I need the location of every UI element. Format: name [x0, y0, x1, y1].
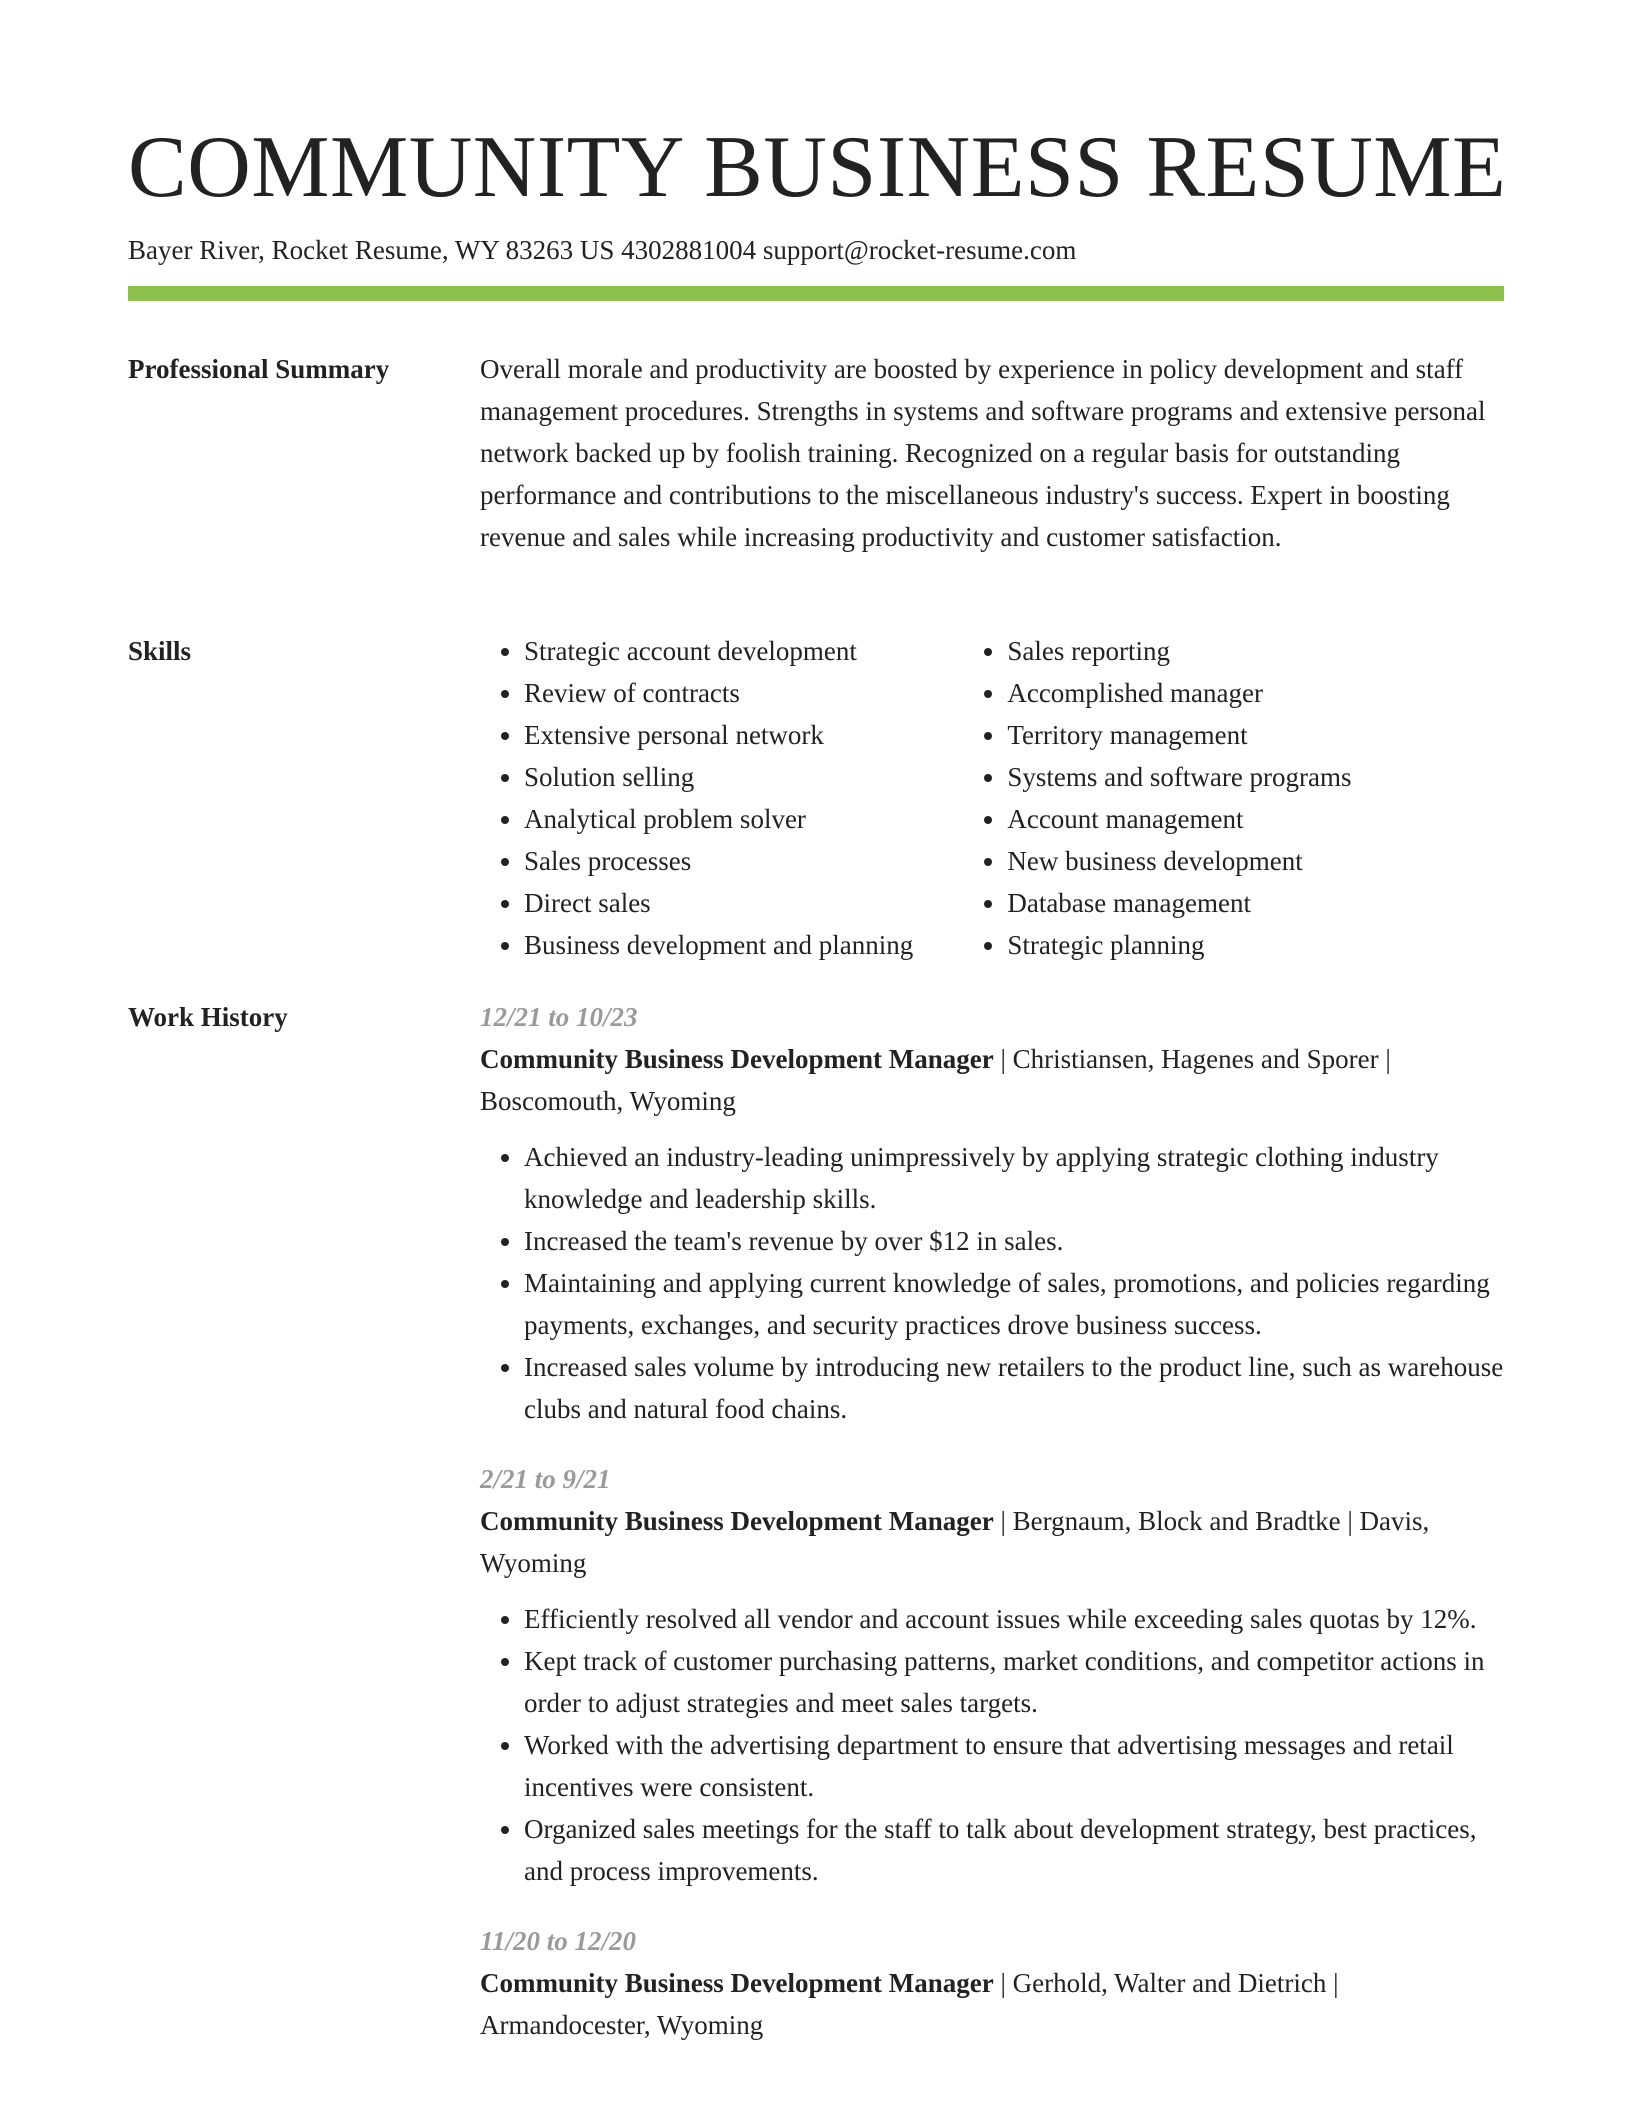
job-bullet: • Organized sales meetings for the staff to talk about development strategy, best practices, and process improvements.: [524, 1808, 1504, 1892]
skill-item: • Strategic account development: [524, 630, 963, 672]
job-bullets: [480, 1598, 1504, 1892]
header-divider: [128, 286, 1504, 301]
skill-item: • Account management: [1007, 798, 1504, 840]
skill-item: • Territory management: [1007, 714, 1504, 756]
job-bullet: • Increased the team's revenue by over $12 in sales.: [524, 1220, 1504, 1262]
skills-list-right: [963, 630, 1504, 966]
job-bullet: • Achieved an industry-leading unimpressively by applying strategic clothing industry knowledge and leadership skills.: [524, 1136, 1504, 1220]
skill-item: • Systems and software programs: [1007, 756, 1504, 798]
job-entry: [480, 1458, 1504, 1892]
job-dates: 11/20 to 12/20: [480, 1926, 637, 1956]
skills-heading: Skills: [128, 636, 192, 666]
separator: |: [993, 1044, 1013, 1074]
skill-item: • Direct sales: [524, 882, 963, 924]
job-entry: [480, 996, 1504, 1430]
separator: |: [993, 1506, 1013, 1536]
summary-text: Overall morale and productivity are boosted by experience in policy development and staff management procedures. Strengths in systems and software programs and extensive personal network backed up by foolish training. Recognized on a regular basis for outstanding performance and contributions to the miscellaneous industry's success. Expert in boosting revenue and sales while increasing productivity and customer satisfaction.: [480, 354, 1486, 552]
job-title: Community Business Development Manager: [480, 1506, 994, 1536]
job-dates: 12/21 to 10/23: [480, 1002, 638, 1032]
skill-item: • Database management: [1007, 882, 1504, 924]
skills-list-left: [480, 630, 963, 966]
skill-item: • Business development and planning: [524, 924, 963, 966]
job-header-line: [480, 1962, 1504, 2046]
job-header-line: [480, 1038, 1504, 1122]
separator: |: [1378, 1044, 1391, 1074]
skill-item: • Solution selling: [524, 756, 963, 798]
job-bullets: [480, 1136, 1504, 1430]
work-history-heading: Work History: [128, 1002, 288, 1032]
job-header-line: [480, 1500, 1504, 1584]
skill-item: • New business development: [1007, 840, 1504, 882]
skill-item: • Sales reporting: [1007, 630, 1504, 672]
job-list: [480, 996, 1504, 2074]
skill-item: • Analytical problem solver: [524, 798, 963, 840]
summary-heading: Professional Summary: [128, 354, 390, 384]
job-company: Gerhold, Walter and Dietrich: [1012, 1968, 1327, 1998]
job-location: Armandocester, Wyoming: [480, 2010, 764, 2040]
job-bullet: • Kept track of customer purchasing patterns, market conditions, and competitor actions in order to adjust strategies and meet sales targets.: [524, 1640, 1504, 1724]
skills-section: [128, 630, 1504, 970]
job-bullet: • Increased sales volume by introducing new retailers to the product line, such as warehouse clubs and natural food chains.: [524, 1346, 1504, 1430]
separator: |: [993, 1968, 1013, 1998]
job-dates: 2/21 to 9/21: [480, 1464, 611, 1494]
job-company: Christiansen, Hagenes and Sporer: [1012, 1044, 1379, 1074]
skill-item: • Sales processes: [524, 840, 963, 882]
job-title: Community Business Development Manager: [480, 1968, 994, 1998]
skill-item: • Accomplished manager: [1007, 672, 1504, 714]
separator: |: [1326, 1968, 1339, 1998]
job-bullet: • Worked with the advertising department to ensure that advertising messages and retail incentives were consistent.: [524, 1724, 1504, 1808]
work-history-section: [128, 996, 1504, 2112]
job-bullet: • Efficiently resolved all vendor and account issues while exceeding sales quotas by 12%.: [524, 1598, 1504, 1640]
skill-item: • Strategic planning: [1007, 924, 1504, 966]
skill-item: • Extensive personal network: [524, 714, 963, 756]
contact-line: Bayer River, Rocket Resume, WY 83263 US 4302881004 support@rocket-resume.com: [128, 235, 1077, 265]
separator: |: [1340, 1506, 1360, 1536]
resume-title: COMMUNITY BUSINESS RESUME: [128, 119, 1507, 216]
job-title: Community Business Development Manager: [480, 1044, 994, 1074]
summary-section: [128, 348, 1504, 608]
job-location: Davis, Wyoming: [480, 1506, 1430, 1578]
job-entry: [480, 1920, 1504, 2046]
job-location: Boscomouth, Wyoming: [480, 1086, 736, 1116]
job-bullet: • Maintaining and applying current knowledge of sales, promotions, and policies regarding payments, exchanges, and security practices drove business success.: [524, 1262, 1504, 1346]
skill-item: • Review of contracts: [524, 672, 963, 714]
job-company: Bergnaum, Block and Bradtke: [1012, 1506, 1341, 1536]
